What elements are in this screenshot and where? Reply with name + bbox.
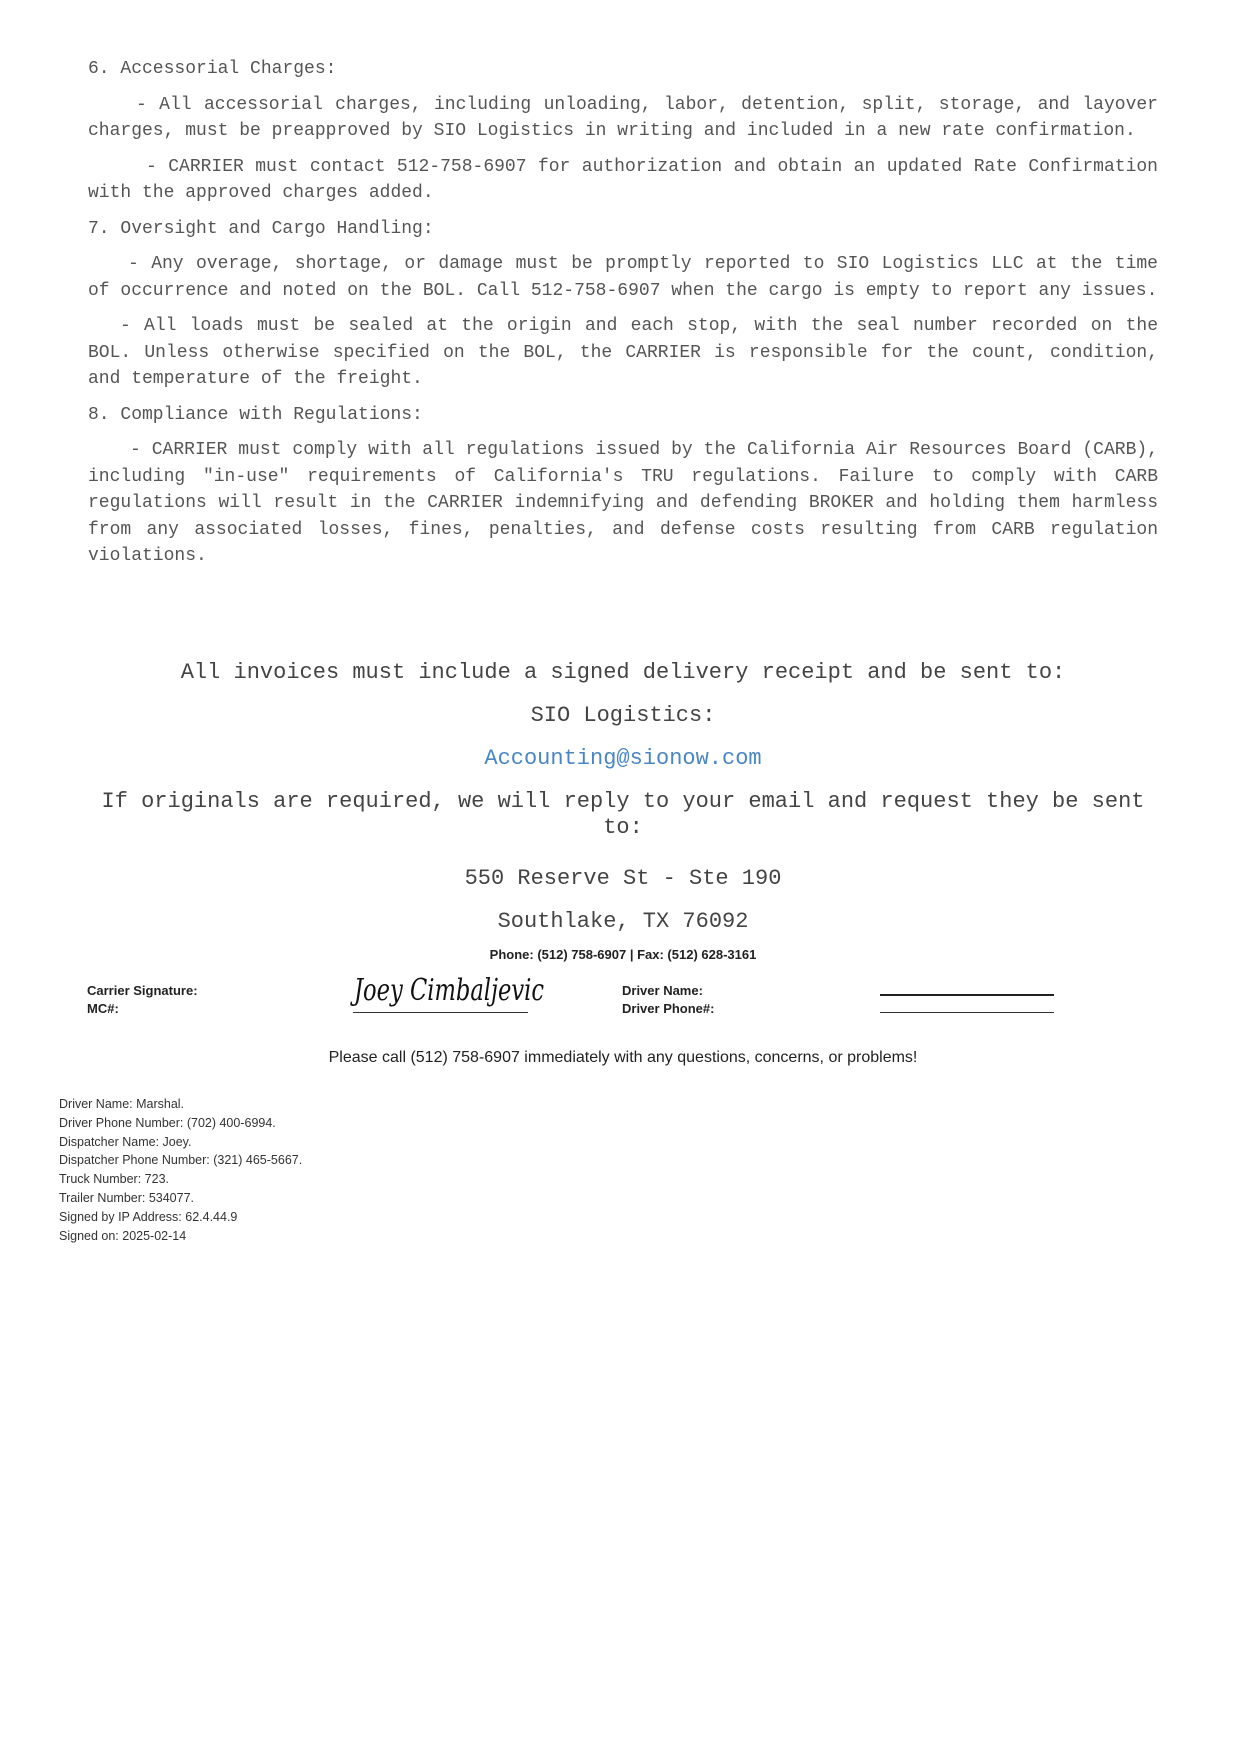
terms-section xyxy=(88,56,1158,579)
detail-driver-phone: Driver Phone Number: (702) 400-6994. xyxy=(59,1115,276,1130)
address-line-2: Southlake, TX 76092 xyxy=(497,909,749,934)
detail-trailer-number: Trailer Number: 534077. xyxy=(59,1190,195,1205)
questions-callout: Please call (512) 758-6907 immediately with any questions, concerns, or problems! xyxy=(328,1049,918,1066)
terms-paragraph: - Any overage, shortage, or damage must be promptly reported to SIO Logistics LLC at the time of occurrence and noted on the BOL. Call 512-758-6907 when the cargo is empty to report any issues. xyxy=(88,254,1158,301)
detail-dispatcher-phone: Dispatcher Phone Number: (321) 465-5667. xyxy=(59,1153,303,1168)
originals-note: If originals are required, we will reply to your email and request they be sent to: xyxy=(101,789,1145,840)
mc-underline xyxy=(353,1012,528,1013)
driver-name-underline xyxy=(880,994,1054,996)
driver-name-label: Driver Name: xyxy=(622,983,703,998)
invoice-intro: All invoices must include a signed delivery receipt and be sent to: xyxy=(180,660,1066,685)
detail-dispatcher-name: Dispatcher Name: Joey. xyxy=(59,1134,192,1149)
terms-paragraph: - CARRIER must comply with all regulations issued by the California Air Resources Board (CARB), including "in-use" requirements of California's TRU regulations. Failure to comply with CARB regulations will result in the CARRIER indemnifying and defending BROKER and holding them harmless from any associated losses, fines, penalties, and defense costs resulting from CARB regulation violations. xyxy=(88,440,1158,566)
section-heading-compliance: 8. Compliance with Regulations: xyxy=(88,404,423,425)
terms-paragraph: - All loads must be sealed at the origin and each stop, with the seal number recorded on the BOL. Unless otherwise specified on the BOL, the CARRIER is responsible for the count, condition, and temperature of the freight. xyxy=(88,316,1158,389)
detail-signed-ip: Signed by IP Address: 62.4.44.9 xyxy=(59,1209,238,1224)
load-details xyxy=(59,1095,302,1245)
phone-fax-line: Phone: (512) 758-6907 | Fax: (512) 628-3161 xyxy=(489,947,757,962)
carrier-signature-label: Carrier Signature: xyxy=(87,983,198,998)
detail-truck-number: Truck Number: 723. xyxy=(59,1172,169,1187)
terms-paragraph: - All accessorial charges, including unloading, labor, detention, split, storage, and layover charges, must be preapproved by SIO Logistics in writing and included in a new rate confirmation. xyxy=(88,94,1158,141)
carrier-signature-image xyxy=(350,968,550,1010)
invoice-instructions xyxy=(88,660,1158,963)
detail-driver-name: Driver Name: Marshal. xyxy=(59,1097,185,1111)
detail-signed-on: Signed on: 2025-02-14 xyxy=(59,1228,187,1243)
section-heading-accessorial: 6. Accessorial Charges: xyxy=(88,59,337,79)
address-line-1: 550 Reserve St - Ste 190 xyxy=(464,866,782,891)
signature-text: Joey Cimbaljevic xyxy=(349,973,545,1008)
driver-phone-label: Driver Phone#: xyxy=(622,1001,715,1016)
mc-label: MC#: xyxy=(87,1001,119,1016)
section-heading-oversight: 7. Oversight and Cargo Handling: xyxy=(88,218,434,239)
driver-phone-underline xyxy=(880,1012,1054,1013)
accounting-email-link[interactable]: Accounting@sionow.com xyxy=(484,746,762,771)
terms-paragraph: - CARRIER must contact 512-758-6907 for authorization and obtain an updated Rate Confirmation with the approved charges added. xyxy=(88,156,1158,203)
invoice-company: SIO Logistics: xyxy=(530,703,716,728)
